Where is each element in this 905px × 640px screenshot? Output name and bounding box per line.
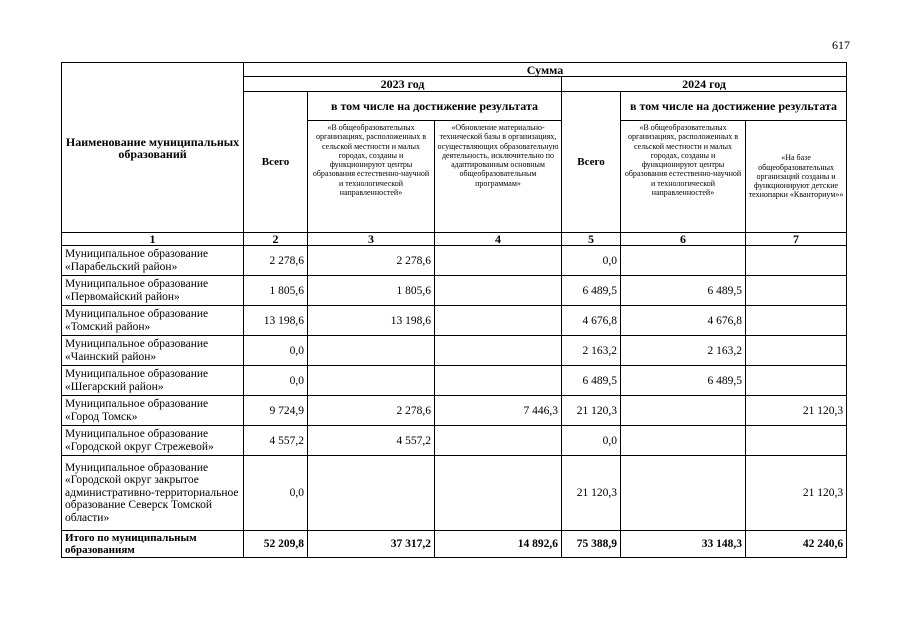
amount-cell: [621, 426, 746, 456]
amount-cell: 4 557,2: [308, 426, 435, 456]
amount-cell: 6 489,5: [621, 276, 746, 306]
municipality-name: Муниципальное образование «Шегарский район»: [62, 366, 244, 396]
column-number: 4: [435, 233, 562, 246]
total-cell: 37 317,2: [308, 531, 435, 558]
amount-cell: [621, 456, 746, 531]
amount-cell: 2 163,2: [562, 336, 621, 366]
header-year-2023: 2023 год: [244, 77, 562, 92]
column-number: 6: [621, 233, 746, 246]
table-row: [62, 426, 847, 456]
municipality-name: Муниципальное образование «Городской округ Стрежевой»: [62, 426, 244, 456]
page-number: 617: [832, 38, 850, 52]
amount-cell: 9 724,9: [244, 396, 308, 426]
header-year-2024: 2024 год: [562, 77, 847, 92]
total-cell: 33 148,3: [621, 531, 746, 558]
municipality-name: Муниципальное образование «Городской округ закрытое административно-территориальное образование Северск Томской области»: [62, 456, 244, 531]
municipality-name: Муниципальное образование «Первомайский район»: [62, 276, 244, 306]
total-row: [62, 531, 847, 558]
amount-cell: 13 198,6: [308, 306, 435, 336]
amount-cell: 1 805,6: [244, 276, 308, 306]
amount-cell: 0,0: [244, 366, 308, 396]
amount-cell: [308, 336, 435, 366]
table-row: [62, 456, 847, 531]
amount-cell: [621, 396, 746, 426]
amount-cell: [308, 366, 435, 396]
amount-cell: [435, 426, 562, 456]
amount-cell: 21 120,3: [746, 396, 847, 426]
header-note-col6: «В общеобразовательных организациях, расположенных в сельской местности и малых городах, созданы и функционируют центры образования естественно-научной и технологической направленностей»: [621, 121, 746, 233]
header-total-2024: Всего: [562, 92, 621, 233]
amount-cell: 2 278,6: [244, 246, 308, 276]
amount-cell: 2 163,2: [621, 336, 746, 366]
table-row: [62, 366, 847, 396]
total-cell: 52 209,8: [244, 531, 308, 558]
amount-cell: 4 676,8: [562, 306, 621, 336]
header-note-col7: «На базе общеобразовательных организаций созданы и функционируют детские технопарки «Кванториум»»: [746, 121, 847, 233]
amount-cell: [746, 336, 847, 366]
amount-cell: 0,0: [562, 426, 621, 456]
amount-cell: [435, 246, 562, 276]
amount-cell: [435, 456, 562, 531]
amount-cell: 6 489,5: [562, 276, 621, 306]
table-row: [62, 336, 847, 366]
amount-cell: 4 676,8: [621, 306, 746, 336]
municipality-name: Муниципальное образование «Чаинский район»: [62, 336, 244, 366]
amount-cell: 6 489,5: [621, 366, 746, 396]
amount-cell: [746, 276, 847, 306]
total-label: Итого по муниципальным образованиям: [62, 531, 244, 558]
municipality-name: Муниципальное образование «Город Томск»: [62, 396, 244, 426]
total-cell: 14 892,6: [435, 531, 562, 558]
amount-cell: [435, 276, 562, 306]
amount-cell: 4 557,2: [244, 426, 308, 456]
header-summa: Сумма: [244, 63, 847, 77]
amount-cell: 21 120,3: [562, 396, 621, 426]
amount-cell: 0,0: [244, 336, 308, 366]
amount-cell: 1 805,6: [308, 276, 435, 306]
amount-cell: 6 489,5: [562, 366, 621, 396]
header-note-col4: «Обновление материально-технической базы в организациях, осуществляющих образовательную деятельность, исключительно по адаптированным основным общеобразовательным программам»: [435, 121, 562, 233]
municipality-name: Муниципальное образование «Томский район»: [62, 306, 244, 336]
amount-cell: [746, 426, 847, 456]
column-number: 3: [308, 233, 435, 246]
column-number-row: [62, 233, 847, 246]
amount-cell: 7 446,3: [435, 396, 562, 426]
column-number: 2: [244, 233, 308, 246]
column-number: 5: [562, 233, 621, 246]
header-result-2024: в том числе на достижение результата: [621, 92, 847, 121]
amount-cell: [621, 246, 746, 276]
municipality-name: Муниципальное образование «Парабельский район»: [62, 246, 244, 276]
amount-cell: 0,0: [244, 456, 308, 531]
table-row: [62, 246, 847, 276]
amount-cell: 13 198,6: [244, 306, 308, 336]
amount-cell: [746, 246, 847, 276]
table-row: [62, 306, 847, 336]
amount-cell: [308, 456, 435, 531]
amount-cell: 2 278,6: [308, 246, 435, 276]
header-note-col3: «В общеобразовательных организациях, расположенных в сельской местности и малых городах, созданы и функционируют центры образования естественно-научной и технологической направленностей»: [308, 121, 435, 233]
amount-cell: 21 120,3: [746, 456, 847, 531]
header-municipality: Наименование муниципальных образований: [62, 63, 244, 233]
amount-cell: 2 278,6: [308, 396, 435, 426]
total-cell: 42 240,6: [746, 531, 847, 558]
table-row: [62, 396, 847, 426]
total-cell: 75 388,9: [562, 531, 621, 558]
amount-cell: [435, 336, 562, 366]
amount-cell: 21 120,3: [562, 456, 621, 531]
subsidy-table: [61, 62, 847, 558]
amount-cell: [435, 306, 562, 336]
column-number: 7: [746, 233, 847, 246]
amount-cell: [435, 366, 562, 396]
header-total-2023: Всего: [244, 92, 308, 233]
amount-cell: [746, 366, 847, 396]
header-result-2023: в том числе на достижение результата: [308, 92, 562, 121]
amount-cell: [746, 306, 847, 336]
column-number: 1: [62, 233, 244, 246]
amount-cell: 0,0: [562, 246, 621, 276]
table-row: [62, 276, 847, 306]
